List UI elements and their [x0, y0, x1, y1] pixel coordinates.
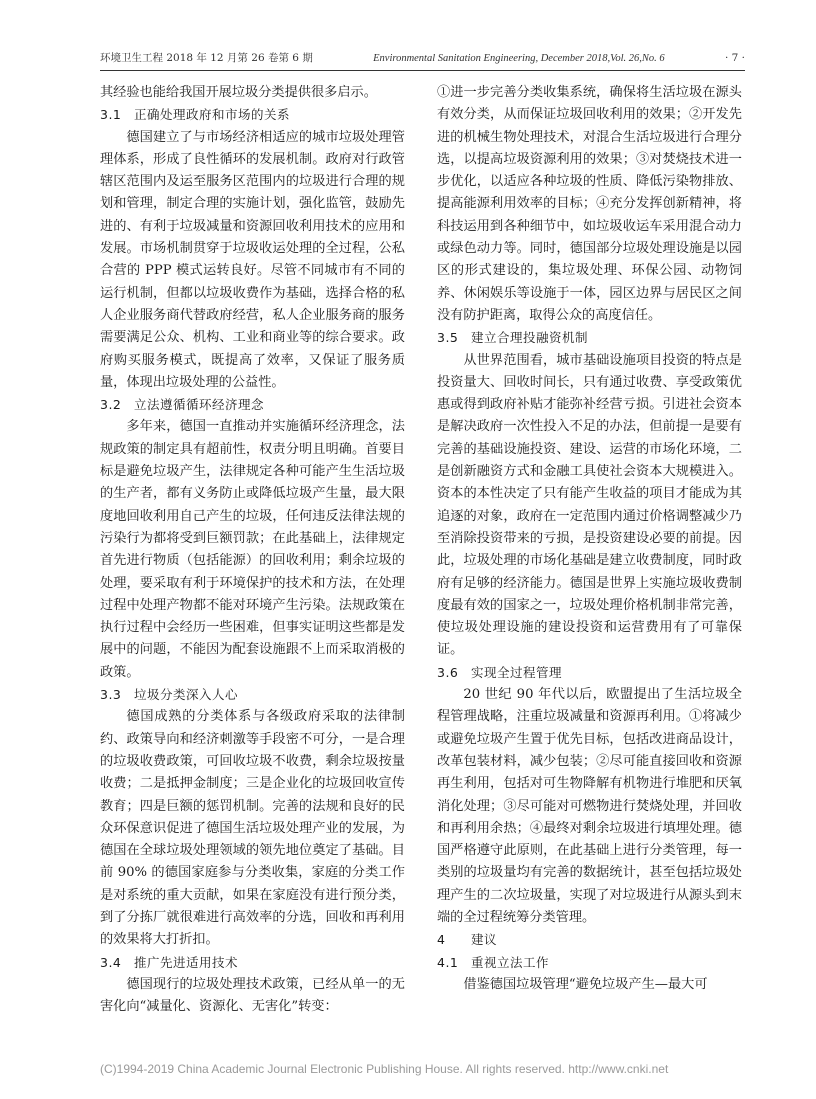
- journal-issue: 环境卫生工程 2018 年 12 月第 26 卷第 6 期: [100, 52, 313, 64]
- section-heading-3-1: 3.1 正确处理政府和市场的关系: [100, 107, 291, 123]
- section-heading-3-4: 3.4 推广先进适用技术: [100, 954, 239, 970]
- section-heading-3-3: 3.3 垃圾分类深入人心: [100, 687, 239, 703]
- right-column: [437, 82, 742, 996]
- copyright-footer: (C)1994-2019 China Academic Journal Electronic Publishing House. All rights reserved. http://www.cnki.net: [100, 1062, 669, 1076]
- left-column: [100, 82, 405, 1018]
- journal-english: Environmental Sanitation Engineering, December 2018,Vol. 26,No. 6: [373, 53, 665, 64]
- section-heading-3-5: 3.5 建立合理投融资机制: [437, 330, 589, 346]
- page-number: · 7 ·: [724, 52, 745, 64]
- paragraph: 德国现行的垃圾处理技术政策，已经从单一的无害化向“减量化、资源化、无害化”转变：: [100, 976, 405, 1015]
- paragraph: ①进一步完善分类收集系统，确保将生活垃圾在源头有效分类，从而保证垃圾回收利用的效果；②开发先进的机械生物处理技术，对混合生活垃圾进行合理分选，以提高垃圾资源利用的效果；③对焚烧技术进一步优化，以适应各种垃圾的性质、降低污染物排放、提高能源利用效率的目标；④充分发挥创新精神，将科技运用到各种细节中，如垃圾收运车采用混合动力或绿色动力等。同时，德国部分垃圾处理设施是以园区的形式建设的，集垃圾处理、环保公园、动物饲养、休闲娱乐等设施于一体，园区边界与居民区之间没有防护距离，取得公众的高度信任。: [437, 85, 742, 323]
- section-heading-4: 4 建议: [437, 932, 498, 948]
- paragraph: 从世界范围看，城市基础设施项目投资的特点是投资量大、回收时间长，只有通过收费、享受政策优惠或得到政府补贴才能弥补经营亏损。引进社会资本是解决政府一次性投入不足的办法，但前提一是要有完善的基础设施投资、建设、运营的市场化环境，二是创新融资方式和金融工具使社会资本大规模进入。资本的本性决定了只有能产生收益的项目才能成为其追逐的对象，政府在一定范围内通过价格调整减少乃至消除投资带来的亏损，是投资建设必要的前提。因此，垃圾处理的市场化基础是建立收费制度，同时政府有足够的经济能力。德国是世界上实施垃圾收费制度最有效的国家之一，垃圾处理价格机制非常完善，使垃圾处理设施的建设投资和运营费用有了可靠保证。: [437, 352, 742, 658]
- paragraph: 德国成熟的分类体系与各级政府采取的法律制约、政策导向和经济刺激等手段密不可分，一是合理的垃圾收费政策，可回收垃圾不收费，剩余垃圾按量收费；二是抵押金制度；三是企业化的垃圾回收宣传教育；四是巨额的惩罚机制。完善的法规和良好的民众环保意识促进了德国生活垃圾处理产业的发展，为德国在全球垃圾处理领域的领先地位奠定了基础。目前 90% 的德国家庭参与分类收集，家庭的分类工作是对系统的重大贡献，如果在家庭没有进行预分类，到了分拣厂就很难进行高效率的分选，回收和再利用的效果将大打折扣。: [100, 709, 405, 948]
- paragraph: 德国建立了与市场经济相适应的城市垃圾处理管理体系，形成了良性循环的发展机制。政府对行政管辖区范围内及运至服务区范围内的垃圾进行合理的规划和管理，制定合理的实施计划，强化监管，鼓励先进的、有利于垃圾减量和资源回收利用技术的应用和发展。市场机制贯穿于垃圾收运处理的全过程，公私合营的 PPP 模式运转良好。尽管不同城市有不同的运行机制，但都以垃圾收费作为基础，选择合格的私人企业服务商代替政府经营，私人企业服务商的服务需要满足公众、机构、工业和商业等的综合要求。政府购买服务模式，既提高了效率，又保证了服务质量，体现出垃圾处理的公益性。: [100, 129, 405, 390]
- header-rule: [100, 70, 745, 71]
- section-heading-3-6: 3.6 实现全过程管理: [437, 664, 563, 680]
- paragraph: 20 世纪 90 年代以后，欧盟提出了生活垃圾全程管理战略，注重垃圾减量和资源再利用。①将减少或避免垃圾产生置于优先目标，包括改进商品设计，改革包装材料，减少包装；②尽可能直接回收和资源再生利用，包括对可生物降解有机物进行堆肥和厌氧消化处理；③尽可能对可燃物进行焚烧处理，并回收和再利用余热；④最终对剩余垃圾进行填埋处理。德国严格遵守此原则，在此基础上进行分类管理，每一类别的垃圾量均有完善的数据统计，甚至包括垃圾处理产生的二次垃圾量，实现了对垃圾进行从源头到末端的全过程统筹分类管理。: [437, 687, 742, 925]
- paragraph: 其经验也能给我国开展垃圾分类提供很多启示。: [100, 85, 377, 100]
- section-heading-3-2: 3.2 立法遵循循环经济理念: [100, 397, 265, 413]
- paragraph: 多年来，德国一直推动并实施循环经济理念，法规政策的制定具有超前性，权责分明且明确。首要目标是避免垃圾产生，法律规定各种可能产生生活垃圾的生产者，都有义务防止或降低垃圾产生量，最大限度地回收利用自己产生的垃圾，任何违反法律法规的污染行为都将受到巨额罚款；在此基础上，法律规定首先进行物质（包括能源）的回收利用；剩余垃圾的处理，要采取有利于环境保护的技术和方法，在处理过程中处理产物都不能对环境产生污染。法规政策在执行过程中会经历一些困难，但事实证明这些都是发展中的问题，不能因为配套设施跟不上而采取消极的政策。: [100, 419, 405, 680]
- paragraph: 借鉴德国垃圾管理“避免垃圾产生—最大可: [463, 976, 708, 992]
- running-header: [100, 50, 745, 65]
- section-heading-4-1: 4.1 重视立法工作: [437, 954, 550, 970]
